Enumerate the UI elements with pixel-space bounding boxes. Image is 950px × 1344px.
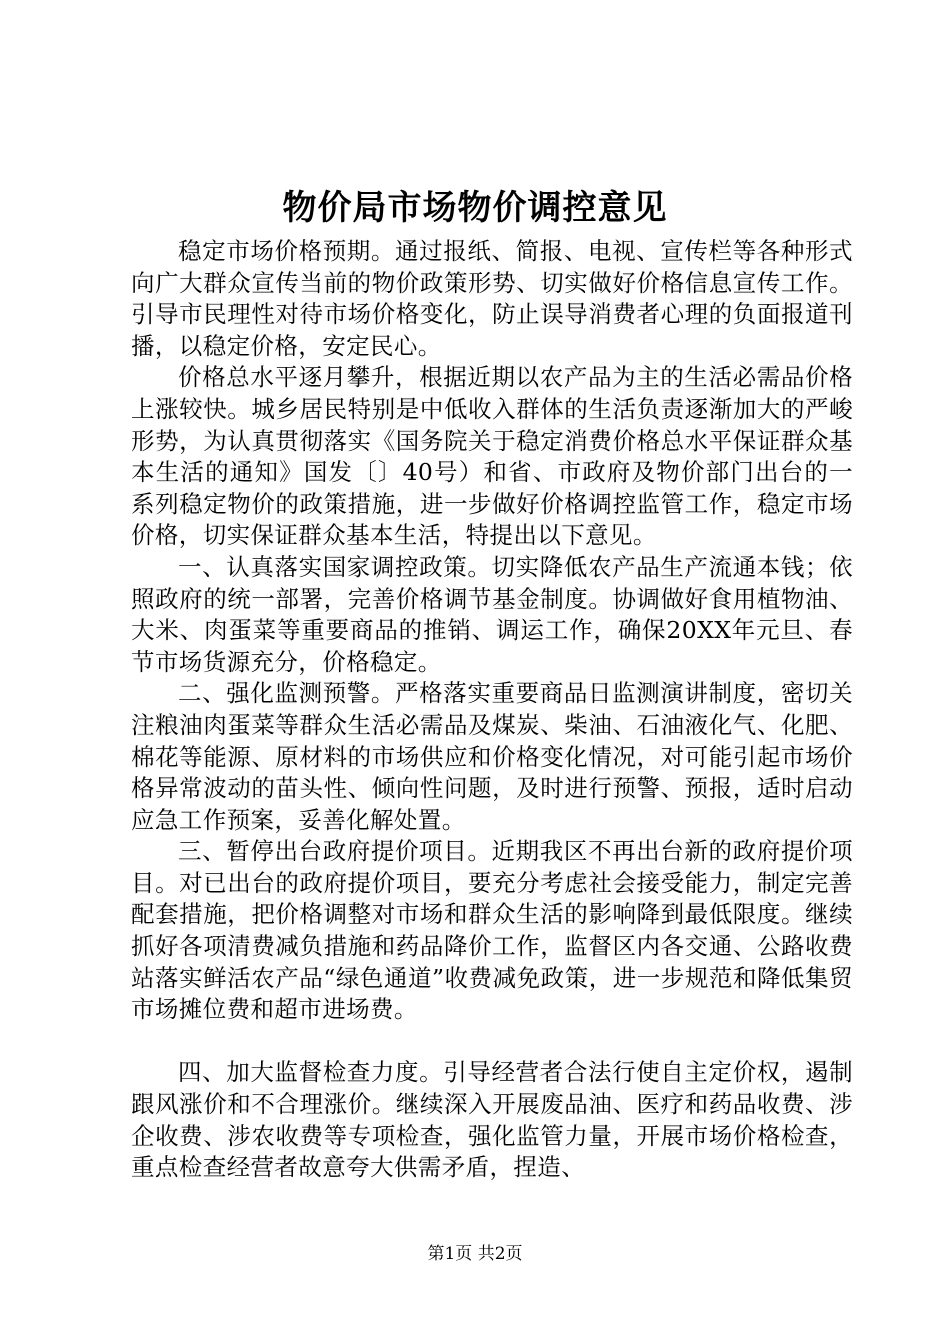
paragraph-background: 价格总水平逐月攀升，根据近期以农产品为主的生活必需品价格上涨较快。城乡居民特别是中低收入群体的生活负责逐渐加大的严峻形势，为认真贯彻落实《国务院关于稳定消费价格总水平保证群众基本生活的通知》国发〔〕40号）和省、市政府及物价部门出台的一系列稳定物价的政策措施，进一步做好价格调控监管工作，稳定市场价格，切实保证群众基本生活，特提出以下意见。 — [131, 363, 853, 550]
document-title: 物价局市场物价调控意见 — [282, 188, 668, 228]
document-body — [131, 236, 853, 1184]
paragraph-item-4: 四、加大监督检查力度。引导经营者合法行使自主定价权，遏制跟风涨价和不合理涨价。继续深入开展废品油、医疗和药品收费、涉企收费、涉农收费等专项检查，强化监管力量，开展市场价格检查，重点检查经营者故意夸大供需矛盾，捏造、 — [131, 1058, 853, 1182]
paragraph-item-2: 二、强化监测预警。严格落实重要商品日监测演讲制度，密切关注粮油肉蛋菜等群众生活必需品及煤炭、柴油、石油液化气、化肥、棉花等能源、原材料的市场供应和价格变化情况，对可能引起市场价格异常波动的苗头性、倾向性问题，及时进行预警、预报，适时启动应急工作预案，妥善化解处置。 — [131, 679, 853, 834]
paragraph-price-expectation: 稳定市场价格预期。通过报纸、简报、电视、宣传栏等各种形式向广大群众宣传当前的物价政策形势、切实做好价格信息宣传工作。引导市民理性对待市场价格变化，防止误导消费者心理的负面报道刊播，以稳定价格，安定民心。 — [131, 237, 853, 360]
paragraph-item-3: 三、暂停出台政府提价项目。近期我区不再出台新的政府提价项目。对已出台的政府提价项目，要充分考虑社会接受能力，制定完善配套措施，把价格调整对市场和群众生活的影响降到最低限度。继续抓好各项清费减负措施和药品降价工作，监督区内各交通、公路收费站落实鲜活农产品“绿色通道”收费减免政策，进一步规范和降低集贸市场摊位费和超市进场费。 — [131, 837, 853, 1024]
page-number-footer: 第1页 共2页 — [427, 1244, 523, 1264]
paragraph-item-1: 一、认真落实国家调控政策。切实降低农产品生产流通本钱；依照政府的统一部署，完善价格调节基金制度。协调做好食用植物油、大米、肉蛋菜等重要商品的推销、调运工作，确保20XX年元旦、春节市场货源充分，价格稳定。 — [131, 552, 853, 676]
